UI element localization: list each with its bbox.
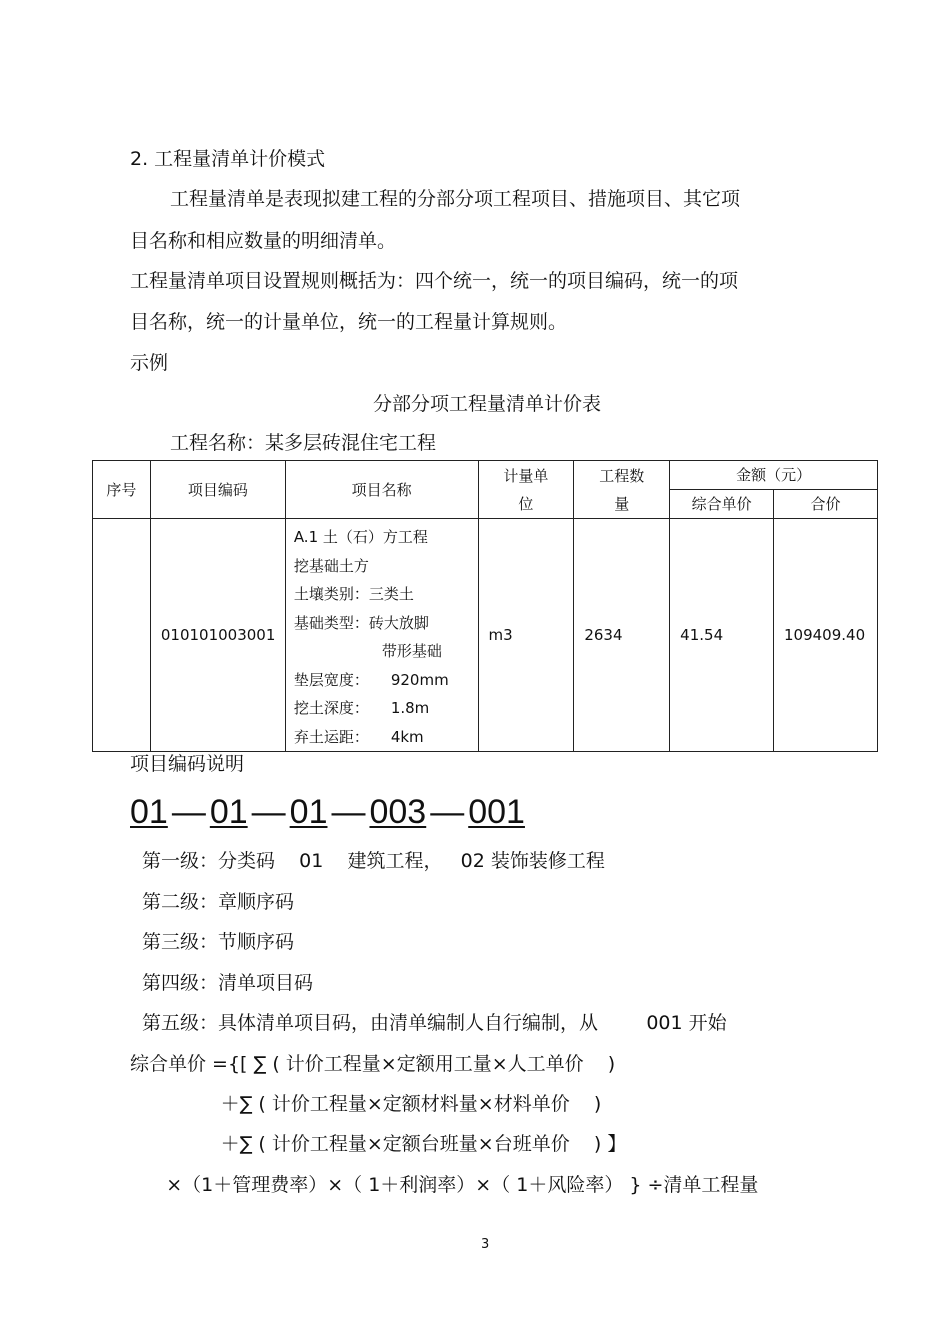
level-2: 第二级：章顺序码 <box>142 891 295 913</box>
header-seq: 序号 <box>93 461 151 519</box>
table-title: 分部分项工程量清单计价表 <box>373 393 602 415</box>
project-name: 工程名称：某多层砖混住宅工程 <box>170 432 437 454</box>
cell-code: 010101003001 <box>150 519 285 752</box>
header-unit-line1: 计量单 <box>503 466 549 485</box>
name-line: 土壤类别：三类土 <box>293 585 414 603</box>
paragraph-line: 工程量清单项目设置规则概括为：四个统一，统一的项目编码，统一的项 <box>130 270 739 292</box>
bill-of-quantities-table <box>92 460 878 752</box>
code-segment-5: 001 <box>468 793 525 831</box>
level-4: 第四级：清单项目码 <box>142 972 314 994</box>
cell-name <box>285 519 478 752</box>
header-total: 合价 <box>774 490 878 519</box>
cell-quantity: 2634 <box>574 519 670 752</box>
name-value: 920mm <box>390 670 449 689</box>
paragraph-line: 目名称，统一的计量单位，统一的工程量计算规则。 <box>130 311 568 333</box>
formula-line-4: ×（1＋管理费率）×（ 1＋利润率）×（ 1＋风险率） } ÷清单工程量 <box>130 1174 759 1196</box>
header-quantity-line1: 工程数 <box>599 466 645 485</box>
code-dash: — <box>251 793 286 831</box>
code-dash: — <box>331 793 366 831</box>
page-number: 3 <box>481 1237 490 1252</box>
header-unit <box>478 461 574 519</box>
paragraph-line: 目名称和相应数量的明细清单。 <box>130 230 397 252</box>
name-line: 基础类型：砖大放脚 <box>293 613 429 632</box>
level-1: 第一级：分类码 01 建筑工程， 02 装饰装修工程 <box>142 850 605 872</box>
code-segment-3: 01 <box>289 793 328 831</box>
level-3: 第三级：节顺序码 <box>142 931 295 953</box>
code-segment-2: 01 <box>209 793 248 831</box>
code-dash: — <box>430 793 465 831</box>
header-unit-line2: 位 <box>518 494 534 513</box>
name-value: 1.8m <box>390 699 430 717</box>
name-value: 4km <box>390 727 424 746</box>
cell-seq <box>93 519 151 752</box>
name-line: 带形基础 <box>381 642 442 660</box>
header-quantity <box>574 461 670 519</box>
code-explanation-title: 项目编码说明 <box>130 753 245 775</box>
cell-unit-price: 41.54 <box>670 519 774 752</box>
cell-total: 109409.40 <box>774 519 878 752</box>
section-heading: 2. 工程量清单计价模式 <box>130 148 326 170</box>
name-label: 弃土运距： <box>293 727 369 746</box>
formula-line-2: ＋∑ ( 计价工程量×定额材料量×材料单价 ) <box>130 1093 602 1115</box>
paragraph-line: 工程量清单是表现拟建工程的分部分项工程项目、措施项目、其它项 <box>170 188 741 210</box>
header-amount: 金额（元） <box>670 461 878 490</box>
name-line: A.1 土（石）方工程 <box>293 528 428 546</box>
formula-line-1: 综合单价 ={[ ∑ ( 计价工程量×定额用工量×人工单价 ) <box>130 1053 616 1075</box>
name-label: 挖土深度： <box>293 699 369 717</box>
header-code: 项目编码 <box>150 461 285 519</box>
header-quantity-line2: 量 <box>614 494 630 513</box>
example-label: 示例 <box>130 352 169 374</box>
name-line: 挖基础土方 <box>293 556 369 575</box>
header-name: 项目名称 <box>285 461 478 519</box>
name-label: 垫层宽度： <box>293 670 369 689</box>
name-line <box>294 694 478 723</box>
code-structure <box>130 793 525 832</box>
header-unit-price: 综合单价 <box>670 490 774 519</box>
cell-unit: m3 <box>478 519 574 752</box>
table-row <box>93 519 878 752</box>
name-line <box>294 723 478 752</box>
formula-line-3: ＋∑ ( 计价工程量×定额台班量×台班单价 ) 】 <box>130 1133 627 1155</box>
level-5: 第五级：具体清单项目码，由清单编制人自行编制，从 001 开始 <box>142 1012 727 1034</box>
code-segment-4: 003 <box>369 793 427 831</box>
name-line <box>294 666 478 695</box>
code-segment-1: 01 <box>130 793 168 831</box>
code-dash: — <box>171 793 206 831</box>
